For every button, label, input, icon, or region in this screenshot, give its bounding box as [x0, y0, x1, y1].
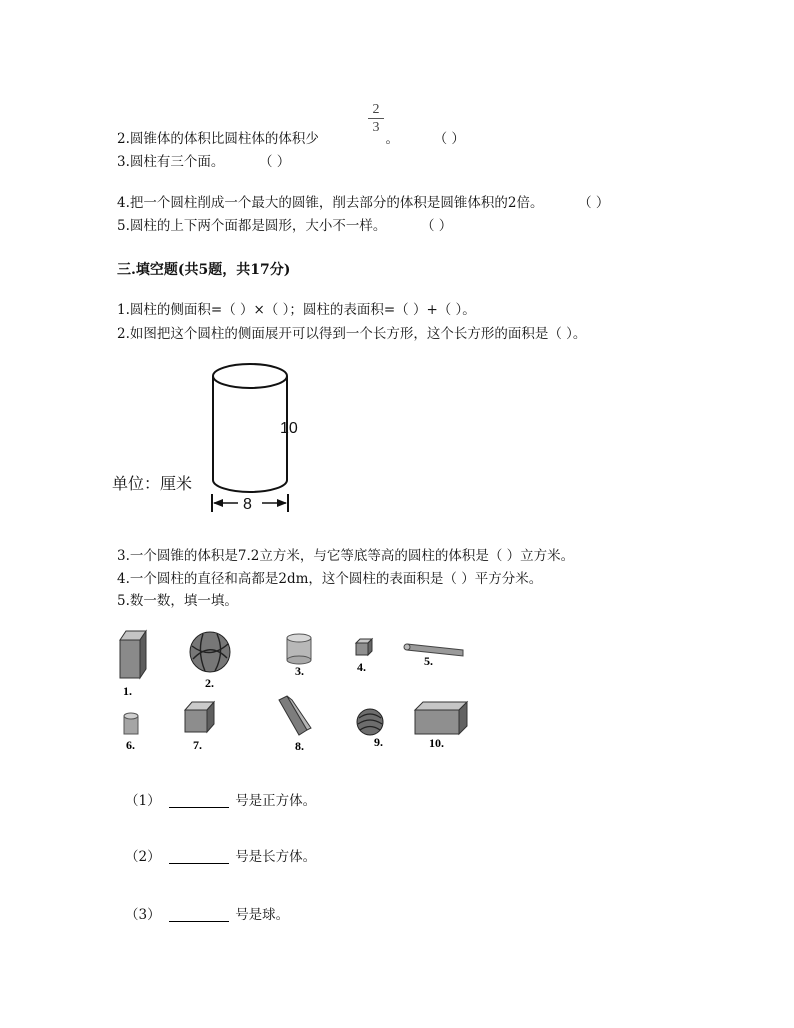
fill-q5: 5.数一数，填一填。	[117, 593, 238, 609]
shape-2-ball	[190, 632, 230, 672]
judgment-q2	[117, 129, 465, 149]
q3-answer-paren[interactable]: （ ）	[258, 154, 291, 170]
shape-label-3: 3.	[295, 664, 304, 678]
shape-6-short-cylinder	[124, 713, 138, 734]
shape-label-8: 8.	[295, 739, 304, 753]
shape-label-7: 7.	[193, 738, 202, 752]
width-label: 8	[243, 496, 252, 513]
dim-arrow-left	[213, 499, 223, 507]
shape-label-2: 2.	[205, 676, 214, 690]
subquestion-2	[125, 845, 316, 865]
subquestion-3-blank[interactable]	[169, 907, 229, 922]
subquestion-1-number: （1）	[125, 793, 161, 809]
section-title: 三.填空题(共5题，共17分)	[117, 262, 291, 278]
judgment-q3	[117, 152, 290, 172]
subquestion-1	[125, 789, 316, 809]
shape-9-yarn-ball	[357, 709, 383, 735]
judgment-q4	[117, 193, 609, 213]
fraction-denominator: 3	[372, 120, 380, 135]
subquestion-2-number: （2）	[125, 849, 161, 865]
shape-10-flat-box	[415, 702, 467, 734]
q2-tail: 。	[385, 131, 399, 147]
unit-label: 单位：厘米	[112, 474, 193, 493]
shapes-figure	[117, 626, 469, 754]
fraction-bar	[368, 118, 384, 119]
subquestion-3	[125, 903, 289, 923]
judgment-q5	[117, 216, 452, 236]
q2-answer-paren[interactable]: （ ）	[433, 131, 465, 147]
subquestion-2-blank[interactable]	[169, 849, 229, 864]
shape-4-small-cube	[356, 639, 372, 655]
cylinder-top-ellipse	[213, 364, 287, 388]
shape-3-cylinder	[287, 634, 311, 664]
shape-label-10: 10.	[429, 736, 444, 750]
cylinder-bottom-arc	[213, 480, 287, 492]
q5-text: 5.圆柱的上下两个面都是圆形，大小不一样。	[117, 218, 387, 234]
q3-text: 3.圆柱有三个面。	[117, 154, 225, 170]
dim-arrow-right	[277, 499, 287, 507]
fraction-numerator: 2	[372, 102, 380, 117]
subquestion-1-blank[interactable]	[169, 793, 229, 808]
shape-7-cube	[185, 702, 214, 732]
subquestion-3-text: 号是球。	[235, 907, 290, 923]
subquestion-1-text: 号是正方体。	[235, 793, 317, 809]
q5-answer-paren[interactable]: （ ）	[420, 218, 453, 234]
shape-label-4: 4.	[357, 660, 366, 674]
q2-text: 2.圆锥体的体积比圆柱体的体积少	[117, 131, 319, 147]
fill-q4: 4.一个圆柱的直径和高都是2dm，这个圆柱的表面积是（ ）平方分米。	[117, 571, 543, 587]
shape-1-tall-prism	[120, 631, 146, 678]
shape-label-5: 5.	[424, 654, 433, 668]
shape-label-6: 6.	[126, 738, 135, 752]
shape-label-9: 9.	[374, 735, 383, 749]
fill-q1: 1.圆柱的侧面积=（ ）×（ ）；圆柱的表面积=（ ）+（ ）。	[117, 302, 476, 318]
subquestion-3-number: （3）	[125, 907, 161, 923]
q4-text: 4.把一个圆柱削成一个最大的圆锥，削去部分的体积是圆锥体积的2倍。	[117, 195, 544, 211]
q4-answer-paren[interactable]: （ ）	[578, 195, 610, 211]
shape-label-1: 1.	[123, 684, 132, 698]
height-label: 10	[280, 420, 298, 437]
fill-q3: 3.一个圆锥的体积是7.2立方米，与它等底等高的圆柱的体积是（ ）立方米。	[117, 548, 575, 564]
fill-q2: 2.如图把这个圆柱的侧面展开可以得到一个长方形，这个长方形的面积是（ ）。	[117, 326, 587, 342]
cylinder-figure	[110, 358, 320, 518]
subquestion-2-text: 号是长方体。	[235, 849, 317, 865]
